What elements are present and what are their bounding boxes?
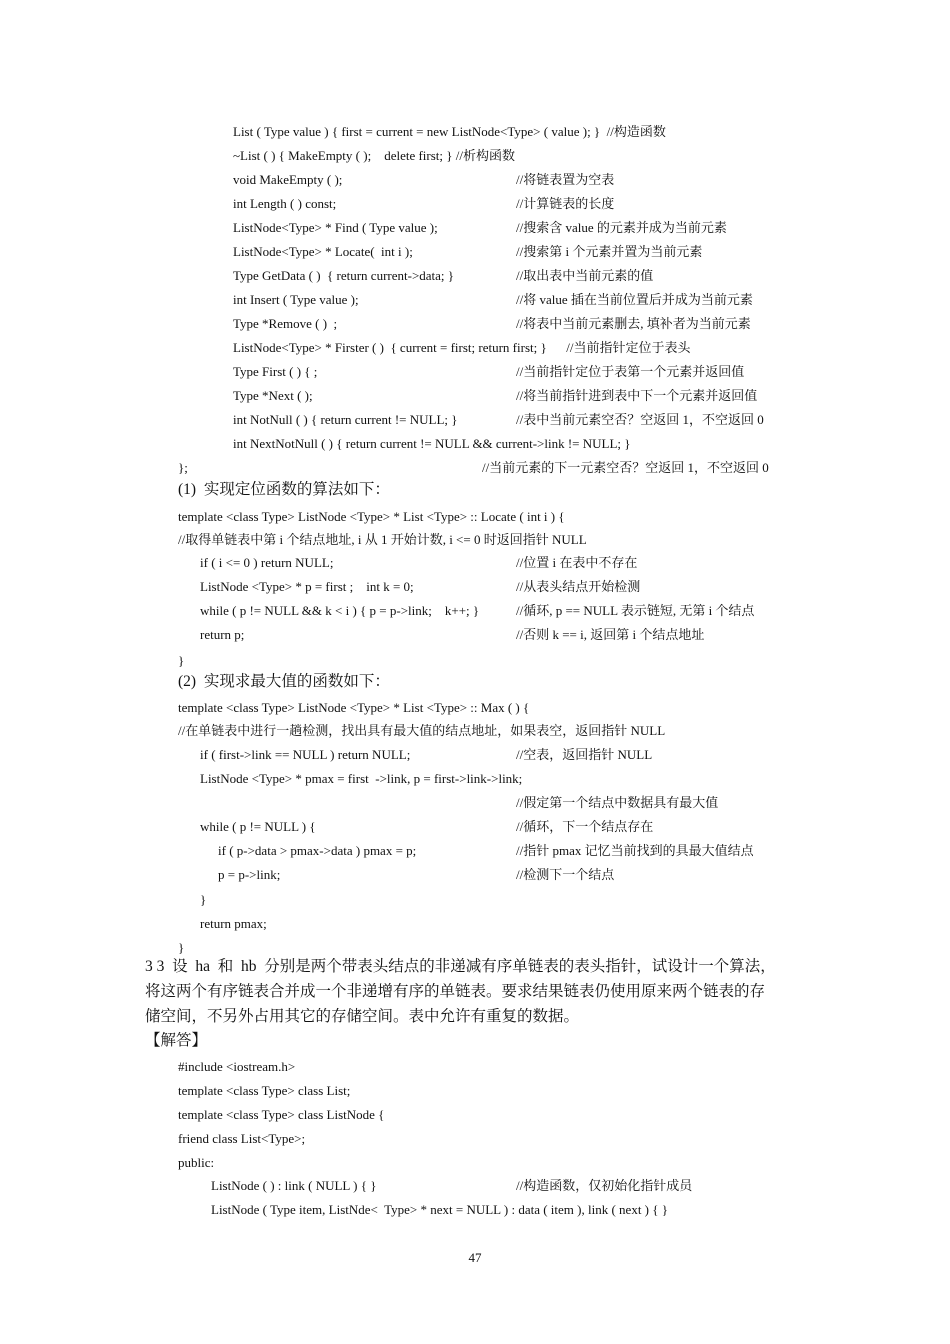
code-comment: //当前指针定位于表第一个元素并返回值: [516, 364, 745, 379]
code-line: List ( Type value ) { first = current = new ListNode<Type> ( value ); } //构造函数: [233, 124, 666, 139]
code-comment: //计算链表的长度: [516, 196, 615, 211]
code-line: Type First ( ) { ;: [233, 364, 318, 379]
code-comment: //搜索第 i 个元素并置为当前元素: [516, 244, 703, 259]
code-line: ListNode<Type> * Locate( int i );: [233, 244, 413, 259]
code-line: ~List ( ) { MakeEmpty ( ); delete first; } //析构函数: [233, 148, 515, 163]
code-line: while ( p != NULL ) {: [200, 819, 316, 834]
code-comment: //将链表置为空表: [516, 172, 615, 187]
problem-line: 储空间，不另外占用其它的存储空间。表中允许有重复的数据。: [145, 1008, 580, 1025]
section-heading-locate: (1) 实现定位函数的算法如下：: [178, 481, 390, 498]
code-line: int NextNotNull ( ) { return current != NULL && current->link != NULL; }: [233, 436, 631, 451]
code-line: template <class Type> ListNode <Type> * List <Type> :: Locate ( int i ) {: [178, 509, 565, 524]
code-line: if ( i <= 0 ) return NULL;: [200, 555, 334, 570]
code-comment: //将当前指针进到表中下一个元素并返回值: [516, 388, 758, 403]
code-line: int Length ( ) const;: [233, 196, 337, 211]
code-comment: //将 value 插在当前位置后并成为当前元素: [516, 292, 753, 307]
code-comment: //循环, p == NULL 表示链短, 无第 i 个结点: [516, 603, 755, 618]
code-line: while ( p != NULL && k < i ) { p = p->link; k++; }: [200, 603, 480, 618]
code-line: ListNode <Type> * pmax = first ->link, p = first->link->link;: [200, 771, 523, 786]
code-comment: //空表，返回指针 NULL: [516, 747, 653, 762]
code-comment: //表中当前元素空否？空返回 1，不空返回 0: [516, 412, 764, 427]
code-comment: //指针 pmax 记忆当前找到的具最大值结点: [516, 843, 754, 858]
code-line: void MakeEmpty ( );: [233, 172, 343, 187]
code-comment: //否则 k == i, 返回第 i 个结点地址: [516, 627, 705, 642]
code-line: ListNode<Type> * Find ( Type value );: [233, 220, 438, 235]
code-line: }: [200, 892, 207, 907]
code-comment: //构造函数，仅初始化指针成员: [516, 1178, 693, 1193]
problem-line: 将这两个有序链表合并成一个非递增有序的单链表。要求结果链表仍使用原来两个链表的存: [145, 983, 766, 1000]
code-line: };: [178, 460, 188, 475]
code-comment: //取出表中当前元素的值: [516, 268, 654, 283]
code-line: }: [178, 653, 185, 668]
code-line: p = p->link;: [218, 867, 281, 882]
code-line: //在单链表中进行一趟检测，找出具有最大值的结点地址，如果表空，返回指针 NULL: [178, 723, 666, 738]
code-line: template <class Type> class List;: [178, 1083, 351, 1098]
code-line: ListNode <Type> * p = first ; int k = 0;: [200, 579, 414, 594]
code-comment: //搜索含 value 的元素并成为当前元素: [516, 220, 727, 235]
code-comment: //从表头结点开始检测: [516, 579, 641, 594]
answer-label: 【解答】: [145, 1032, 208, 1049]
code-line: int Insert ( Type value );: [233, 292, 359, 307]
code-comment: //当前元素的下一元素空否？空返回 1，不空返回 0: [482, 460, 769, 475]
problem-line: 3 3 设 ha 和 hb 分别是两个带表头结点的非递减有序单链表的表头指针，试设计一个算法，: [145, 958, 776, 975]
code-line: if ( first->link == NULL ) return NULL;: [200, 747, 411, 762]
code-line: template <class Type> ListNode <Type> * List <Type> :: Max ( ) {: [178, 700, 530, 715]
code-line: ListNode ( Type item, ListNde< Type> * next = NULL ) : data ( item ), link ( next ) { }: [211, 1202, 668, 1217]
code-line: }: [178, 940, 185, 955]
code-line: if ( p->data > pmax->data ) pmax = p;: [218, 843, 417, 858]
code-line: //取得单链表中第 i 个结点地址, i 从 1 开始计数, i <= 0 时返回指针 NULL: [178, 532, 587, 547]
code-line: return pmax;: [200, 916, 267, 931]
code-line: Type GetData ( ) { return current->data; }: [233, 268, 455, 283]
section-heading-max: (2) 实现求最大值的函数如下：: [178, 673, 390, 690]
code-line: #include <iostream.h>: [178, 1059, 296, 1074]
page-number: 47: [468, 1250, 482, 1265]
code-line: int NotNull ( ) { return current != NULL; }: [233, 412, 458, 427]
code-comment: //将表中当前元素删去, 填补者为当前元素: [516, 316, 751, 331]
code-line: return p;: [200, 627, 245, 642]
code-comment: //位置 i 在表中不存在: [516, 555, 638, 570]
code-line: Type *Next ( );: [233, 388, 313, 403]
code-line: ListNode ( ) : link ( NULL ) { }: [211, 1178, 377, 1193]
code-line: template <class Type> class ListNode {: [178, 1107, 385, 1122]
code-comment: //假定第一个结点中数据具有最大值: [516, 795, 719, 810]
code-comment: //检测下一个结点: [516, 867, 615, 882]
code-line: Type *Remove ( ) ;: [233, 316, 338, 331]
code-line: ListNode<Type> * Firster ( ) { current = first; return first; } //当前指针定位于表头: [233, 340, 691, 355]
code-line: friend class List<Type>;: [178, 1131, 306, 1146]
code-line: public:: [178, 1155, 215, 1170]
code-comment: //循环，下一个结点存在: [516, 819, 654, 834]
